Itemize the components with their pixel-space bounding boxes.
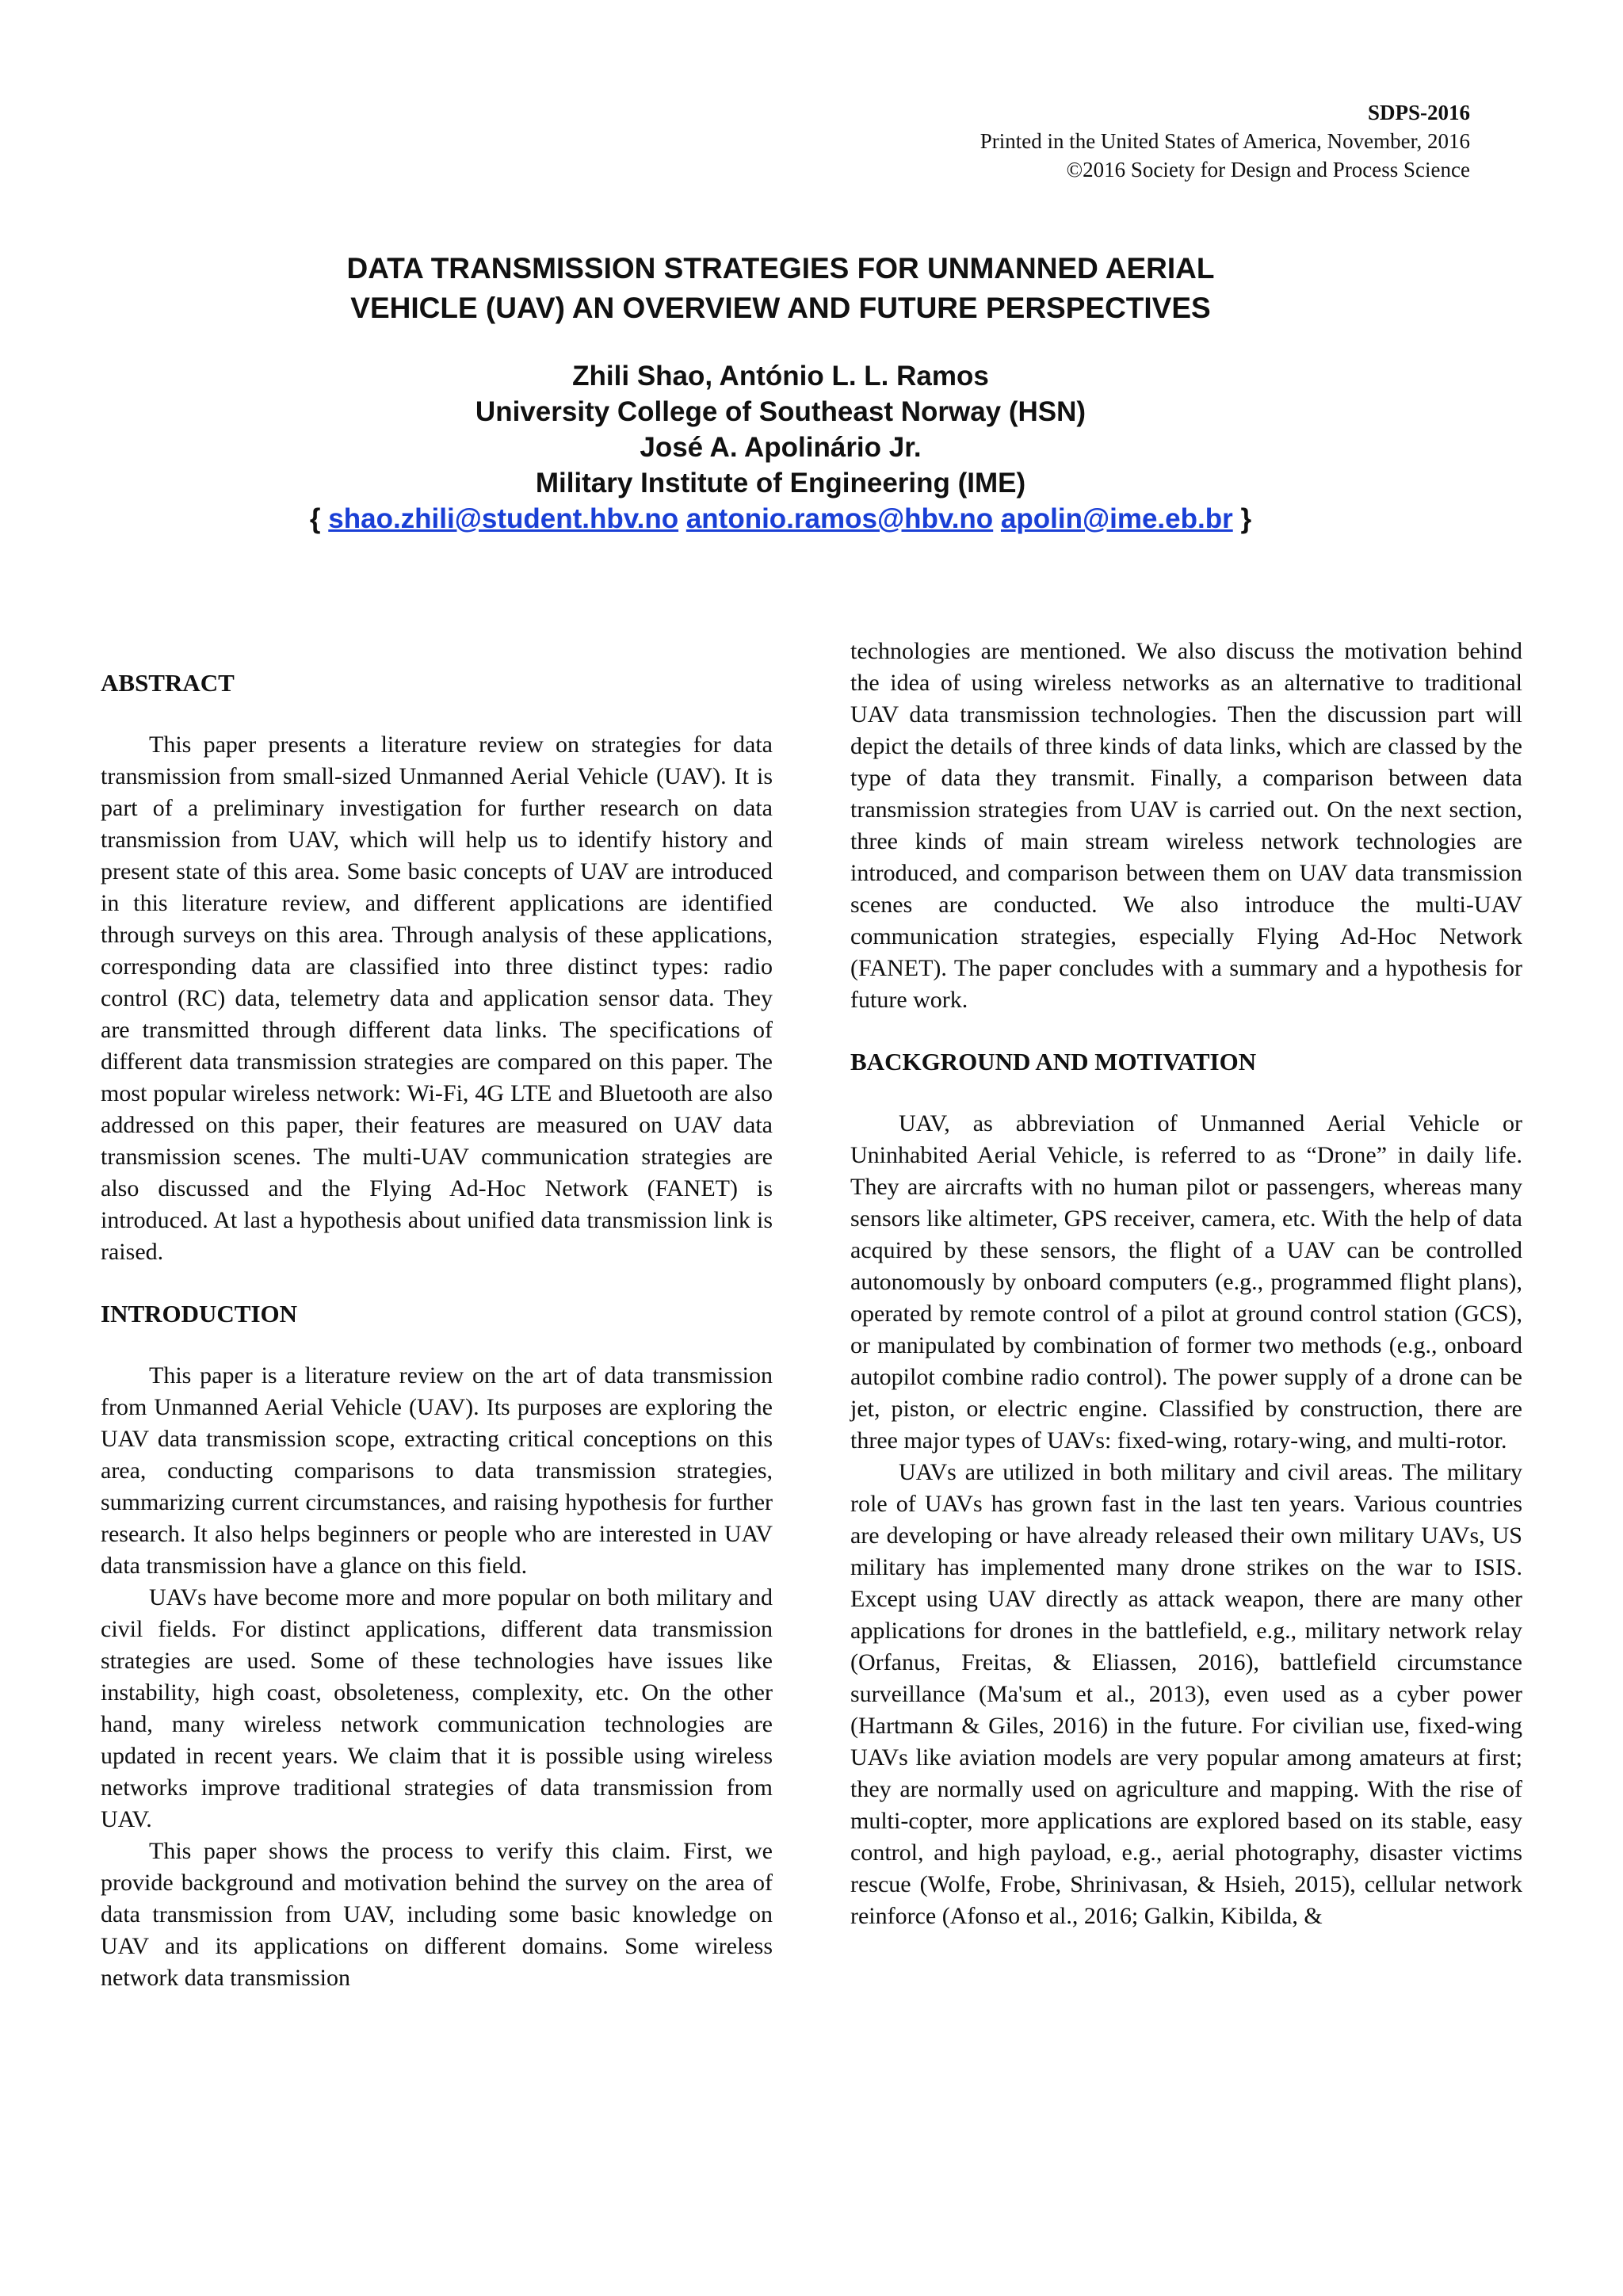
conference-id: SDPS-2016: [1367, 101, 1470, 124]
right-column: [850, 636, 1522, 1932]
background-paragraph-2: UAVs are utilized in both military and civil areas. The military role of UAVs has grown fast in the last ten years. Various countries are developing or have already released their own military UAVs, US military has implemented many drone strikes on the war to ISIS. Except using UAV directly as attack weapon, there are many other applications for drones in the battlefield, e.g., military network relay (Orfanus, Freitas, & Eliassen, 2016), battlefield circumstance surveillance (Ma'sum et al., 2013), even used as a cyber power (Hartmann & Giles, 2016) in the future. For civilian use, fixed-wing UAVs like aviation models are very popular among amateurs at first; they are normally used on agriculture and mapping. With the rise of multi-copter, more applications are explored based on its stable, easy control, and high payload, e.g., aerial photography, disaster victims rescue (Wolfe, Frobe, Shrinivasan, & Hsieh, 2015), cellular network reinforce (Afonso et al., 2016; Galkin, Kibilda, &: [850, 1459, 1522, 1929]
background-heading: BACKGROUND AND MOTIVATION: [850, 1048, 1257, 1075]
email-link-shao[interactable]: shao.zhili@student.hbv.no: [328, 503, 679, 534]
abstract-heading: ABSTRACT: [101, 669, 235, 697]
introduction-paragraph-2: UAVs have become more and more popular on both military and civil fields. For distinct applications, different data transmission strategies are used. Some of these technologies have issues like instability, high coast, obsoleteness, complexity, etc. On the other hand, many wireless network communication technologies are updated in recent years. We claim that it is possible using wireless networks improve traditional strategies of data transmission from UAV.: [101, 1584, 773, 1832]
left-column: [101, 667, 773, 1994]
introduction-paragraph-3-continued: technologies are mentioned. We also discuss the motivation behind the idea of using wireless networks as an alternative to traditional UAV data transmission technologies. Then the discussion part will depict the details of three kinds of data links, which are classed by the type of data they transmit. Finally, a comparison between data transmission strategies from UAV is carried out. On the next section, three kinds of main stream wireless network technologies are introduced, and comparison between them on UAV data transmission scenes are conducted. We also introduce the multi-UAV communication strategies, especially Flying Ad-Hoc Network (FANET). The paper concludes with a summary and a hypothesis for future work.: [850, 638, 1522, 1013]
abstract-paragraph: This paper presents a literature review on strategies for data transmission from small-sized Unmanned Aerial Vehicle (UAV). It is part of a preliminary investigation for further research on data transmission from UAV, which will help us to identify history and present state of this area. Some basic concepts of UAV are introduced in this literature review, and different applications are identified through surveys on this area. Through analysis of these applications, corresponding data are classified into three distinct types: radio control (RC) data, telemetry data and application sensor data. They are transmitted through different data links. The specifications of different data transmission strategies are compared on this paper. The most popular wireless network: Wi-Fi, 4G LTE and Bluetooth are also addressed on this paper, their features are measured on UAV data transmission scenes. The multi-UAV communication strategies are also discussed and the Flying Ad-Hoc Network (FANET) is introduced. At last a hypothesis about unified data transmission link is raised.: [101, 732, 773, 1265]
title-line-1: DATA TRANSMISSION STRATEGIES FOR UNMANNED AERIAL: [346, 252, 1215, 285]
email-open-brace: {: [309, 503, 321, 534]
running-header: [757, 98, 1470, 184]
title-line-2: VEHICLE (UAV) AN OVERVIEW AND FUTURE PERSPECTIVES: [350, 292, 1211, 324]
background-paragraph-1: UAV, as abbreviation of Unmanned Aerial Vehicle or Uninhabited Aerial Vehicle, is referred to as “Drone” in daily life. They are aircrafts with no human pilot or passengers, whereas many sensors like altimeter, GPS receiver, camera, etc. With the help of data acquired by these sensors, the flight of a UAV can be controlled autonomously by onboard computers (e.g., programmed flight plans), operated by remote control of a pilot at ground control station (GCS), or manipulated by combination of former two methods (e.g., onboard autopilot combine radio control). The power supply of a drone can be jet, piston, or electric engine. Classified by construction, there are three major types of UAVs: fixed-wing, rotary-wing, and multi-rotor.: [850, 1110, 1522, 1454]
author-names-2: José A. Apolinário Jr.: [640, 432, 922, 463]
email-close-brace: }: [1240, 503, 1252, 534]
affiliation-2: Military Institute of Engineering (IME): [535, 468, 1026, 499]
introduction-heading: INTRODUCTION: [101, 1300, 298, 1328]
author-names-1: Zhili Shao, António L. L. Ramos: [572, 361, 989, 392]
email-line: [158, 501, 1403, 537]
paper-title: [158, 249, 1403, 328]
email-link-apolinario[interactable]: apolin@ime.eb.br: [1000, 503, 1233, 534]
introduction-paragraph-1: This paper is a literature review on the art of data transmission from Unmanned Aerial Vehicle (UAV). Its purposes are exploring the UAV data transmission scope, extracting critical conceptions on this area, conducting comparisons to data transmission strategies, summarizing current circumstances, and raising hypothesis for further research. It also helps beginners or people who are interested in UAV data transmission have a glance on this field.: [101, 1362, 773, 1579]
copyright-line: ©2016 Society for Design and Process Science: [1066, 158, 1470, 181]
affiliation-1: University College of Southeast Norway (HSN): [475, 396, 1086, 427]
introduction-paragraph-3: This paper shows the process to verify this claim. First, we provide background and motivation behind the survey on the area of data transmission from UAV, including some basic knowledge on UAV and its applications on different domains. Some wireless network data transmission: [101, 1838, 773, 1991]
printed-line: Printed in the United States of America, November, 2016: [980, 129, 1470, 153]
author-block: [158, 358, 1403, 537]
email-link-ramos[interactable]: antonio.ramos@hbv.no: [685, 503, 994, 534]
